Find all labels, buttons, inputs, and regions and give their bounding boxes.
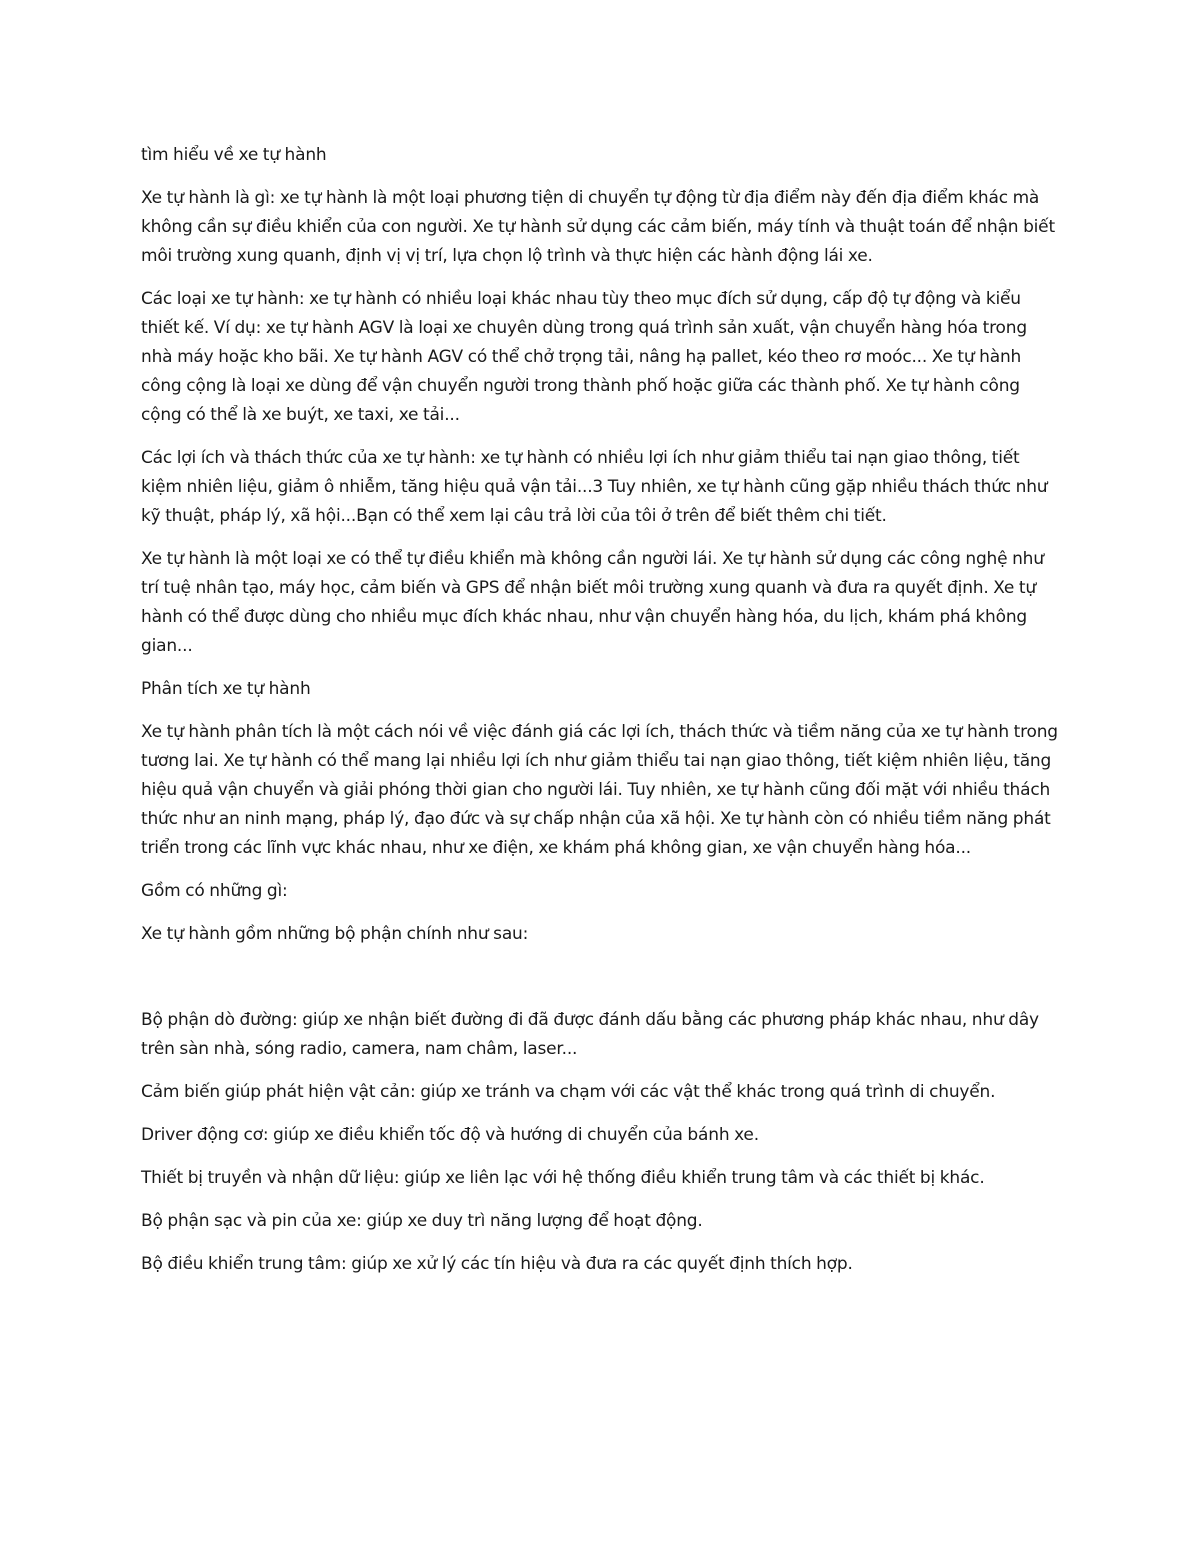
component-item: Bộ phận dò đường: giúp xe nhận biết đường đi đã được đánh dấu bằng các phương pháp khác nhau, như dây trên sàn nhà, sóng radio, camera, nam châm, laser... (141, 1010, 1039, 1059)
document-heading: tìm hiểu về xe tự hành (141, 145, 327, 165)
paragraph-benefits-challenges: Các lợi ích và thách thức của xe tự hành: xe tự hành có nhiều lợi ích như giảm thiểu tai nạn giao thông, tiết kiệm nhiên liệu, giảm ô nhiễm, tăng hiệu quả vận tải...3 Tuy nhiên, xe tự hành cũng gặp nhiều thách thức như kỹ thuật, pháp lý, xã hội...Bạn có thể xem lại câu trả lời của tôi ở trên để biết thêm chi tiết. (141, 448, 1048, 526)
paragraph-analysis: Xe tự hành phân tích là một cách nói về việc đánh giá các lợi ích, thách thức và tiềm năng của xe tự hành trong tương lai. Xe tự hành có thể mang lại nhiều lợi ích như giảm thiểu tai nạn giao thông, tiết kiệm nhiên liệu, tăng hiệu quả vận chuyển và giải phóng thời gian cho người lái. Tuy nhiên, xe tự hành cũng đối mặt với nhiều thách thức như an ninh mạng, pháp lý, đạo đức và sự chấp nhận của xã hội. Xe tự hành còn có nhiều tiềm năng phát triển trong các lĩnh vực khác nhau, như xe điện, xe khám phá không gian, xe vận chuyển hàng hóa... (141, 722, 1058, 858)
paragraph-types: Các loại xe tự hành: xe tự hành có nhiều loại khác nhau tùy theo mục đích sử dụng, cấp độ tự động và kiểu thiết kế. Ví dụ: xe tự hành AGV là loại xe chuyên dùng trong quá trình sản xuất, vận chuyển hàng hóa trong nhà máy hoặc kho bãi. Xe tự hành AGV có thể chở trọng tải, nâng hạ pallet, kéo theo rơ moóc... Xe tự hành công cộng là loại xe dùng để vận chuyển người trong thành phố hoặc giữa các thành phố. Xe tự hành công cộng có thể là xe buýt, xe taxi, xe tải... (141, 289, 1027, 425)
component-item: Cảm biến giúp phát hiện vật cản: giúp xe tránh va chạm với các vật thể khác trong quá trình di chuyển. (141, 1082, 996, 1102)
component-item: Bộ phận sạc và pin của xe: giúp xe duy trì năng lượng để hoạt động. (141, 1211, 703, 1231)
component-item: Bộ điều khiển trung tâm: giúp xe xử lý các tín hiệu và đưa ra các quyết định thích hợp. (141, 1254, 853, 1274)
section-heading-analysis: Phân tích xe tự hành (141, 679, 311, 699)
component-item: Thiết bị truyền và nhận dữ liệu: giúp xe liên lạc với hệ thống điều khiển trung tâm và các thiết bị khác. (141, 1168, 985, 1188)
paragraph-definition: Xe tự hành là gì: xe tự hành là một loại phương tiện di chuyển tự động từ địa điểm này đến địa điểm khác mà không cần sự điều khiển của con người. Xe tự hành sử dụng các cảm biến, máy tính và thuật toán để nhận biết môi trường xung quanh, định vị vị trí, lựa chọn lộ trình và thực hiện các hành động lái xe. (141, 188, 1055, 266)
paragraph-overview: Xe tự hành là một loại xe có thể tự điều khiển mà không cần người lái. Xe tự hành sử dụng các công nghệ như trí tuệ nhân tạo, máy học, cảm biến và GPS để nhận biết môi trường xung quanh và đưa ra quyết định. Xe tự hành có thể được dùng cho nhiều mục đích khác nhau, như vận chuyển hàng hóa, du lịch, khám phá không gian... (141, 549, 1044, 656)
paragraph-components-intro: Xe tự hành gồm những bộ phận chính như sau: (141, 924, 529, 944)
document-body (141, 141, 1060, 1279)
component-item: Driver động cơ: giúp xe điều khiển tốc độ và hướng di chuyển của bánh xe. (141, 1125, 759, 1145)
empty-line (141, 963, 1060, 992)
section-heading-components: Gồm có những gì: (141, 881, 288, 901)
